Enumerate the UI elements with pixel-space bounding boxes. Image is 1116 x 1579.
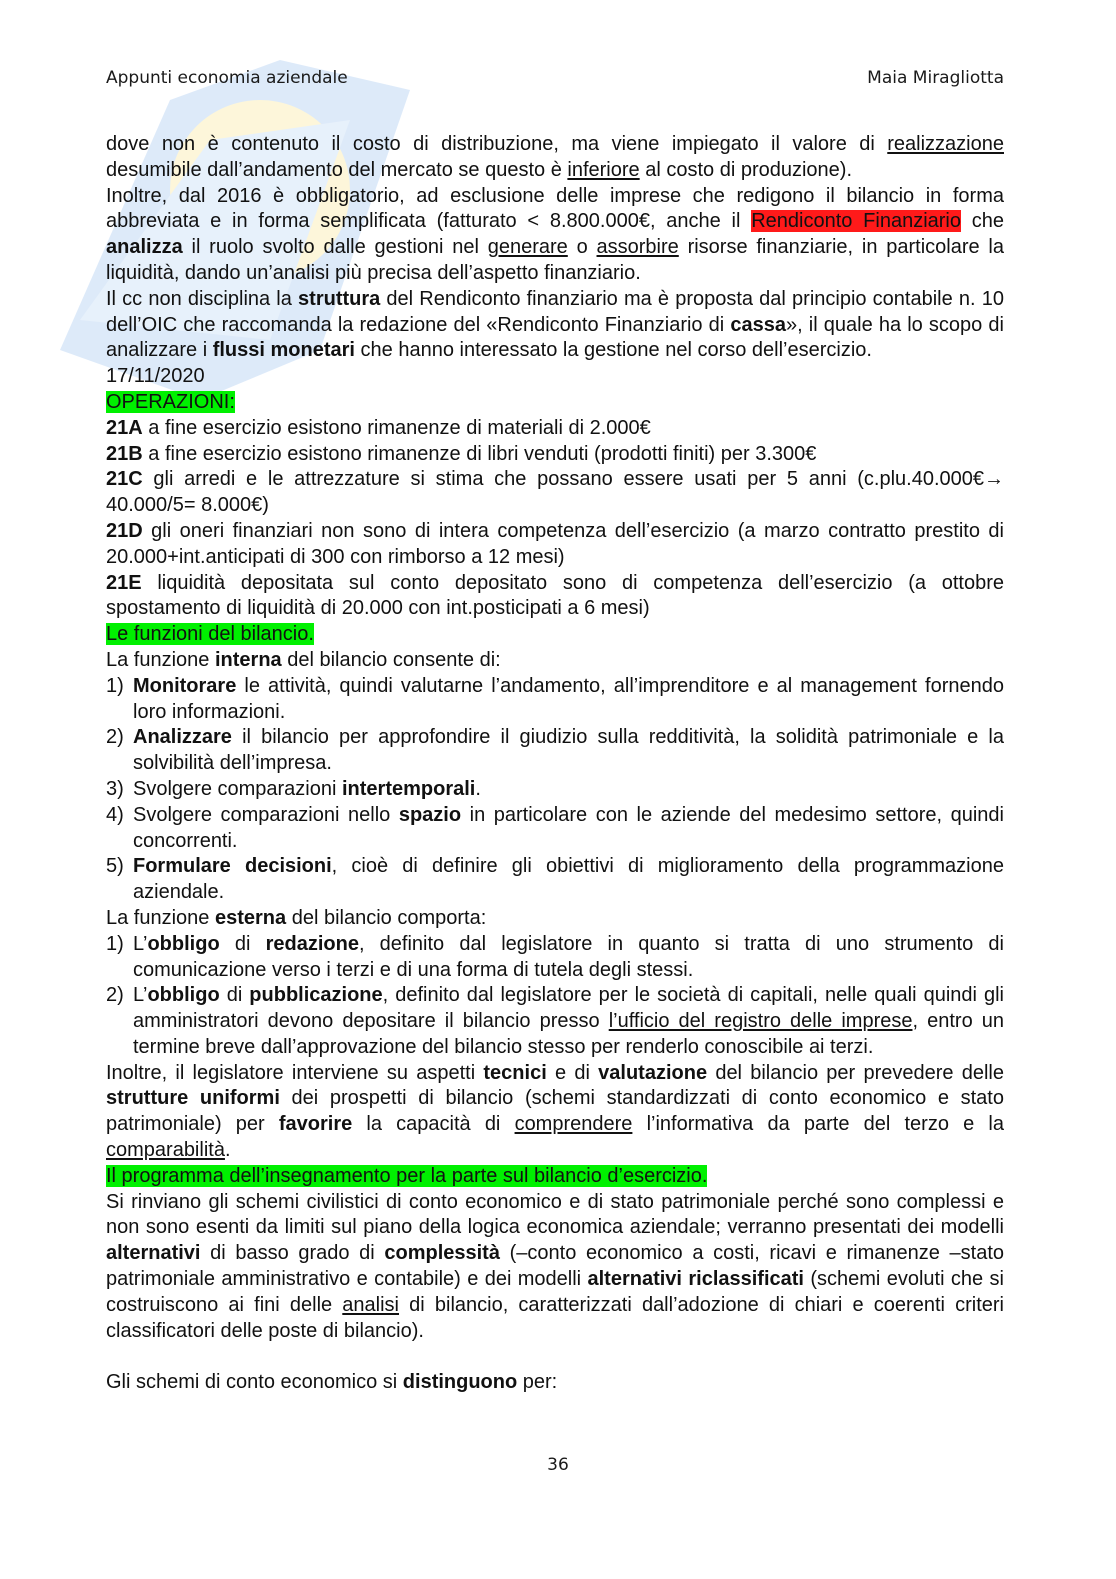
operazioni-heading: OPERAZIONI: — [106, 390, 235, 413]
operation-21c: 21C gli arredi e le attrezzature si stima che possano essere usati per 5 anni (c.plu.40.000€→ 40.000/5= 8.000€) — [106, 468, 1004, 517]
page-content — [106, 132, 1004, 1396]
paragraph-distinguono: Gli schemi di conto economico si distinguono per: — [106, 1371, 558, 1394]
funzioni-heading: Le funzioni del bilancio. — [106, 623, 314, 646]
list-item: 1) Monitorare le attività, quindi valutarne l’andamento, all’imprenditore e al management fornendo loro informazioni. — [106, 674, 1004, 723]
interna-intro: La funzione interna del bilancio consente di: — [106, 648, 501, 671]
list-item: 2) L’obbligo di pubblicazione, definito dal legislatore per le società di capitali, nelle quali quindi gli amministratori devono depositare il bilancio presso l’ufficio del registro delle imprese, entro un termine breve dall’approvazione del bilancio stesso per renderlo conoscibile ai terzi. — [106, 984, 1004, 1058]
operation-21e: 21E liquidità depositata sul conto depositato sono di competenza dell’esercizio (a ottobre spostamento di liquidità di 20.000 con int.posticipati a 6 mesi) — [106, 571, 1004, 620]
programma-heading: Il programma dell’insegnamento per la parte sul bilancio d’esercizio. — [106, 1164, 708, 1187]
paragraph-legislatore: Inoltre, il legislatore interviene su aspetti tecnici e di valutazione del bilancio per prevedere delle strutture uniformi dei prospetti di bilancio (schemi standardizzati di conto economico e stato patrimoniale) per favorire la capacità di comprendere l’informativa da parte del terzo e la comparabilità. — [106, 1061, 1004, 1162]
page-header — [106, 68, 1004, 88]
operation-21d: 21D gli oneri finanziari non sono di intera competenza dell’esercizio (a marzo contratto prestito di 20.000+int.anticipati di 300 con rimborso a 12 mesi) — [106, 519, 1004, 568]
list-item: 4) Svolgere comparazioni nello spazio in particolare con le aziende del medesimo settore, quindi concorrenti. — [106, 803, 1004, 852]
paragraph-realizzazione: dove non è contenuto il costo di distribuzione, ma viene impiegato il valore di realizzazione desumibile dall’andamento del mercato se questo è inferiore al costo di produzione). — [106, 133, 1004, 181]
date-line: 17/11/2020 — [106, 365, 205, 388]
highlight-rendiconto: Rendiconto Finanziario — [751, 210, 961, 233]
list-item: 1) L’obbligo di redazione, definito dal legislatore in quanto si tratta di uno strumento di comunicazione verso i terzi e di una forma di tutela degli stessi. — [106, 932, 1004, 981]
header-title: Appunti economia aziendale — [106, 68, 348, 88]
header-author: Maia Miragliotta — [867, 68, 1004, 88]
paragraph-rendiconto: Inoltre, dal 2016 è obbligatorio, ad esclusione delle imprese che redigono il bilancio in forma abbreviata e in forma semplificata (fatturato < 8.800.000€, anche il Rendiconto Finanziario che analizza il ruolo svolto dalle gestioni nel generare o assorbire risorse finanziarie, in particolare la liquidità, dando un’analisi più precisa dell’aspetto finanziario. — [106, 184, 1005, 284]
page-number: 36 — [547, 1455, 569, 1475]
paragraph-gap — [106, 1344, 1004, 1370]
list-item: 2) Analizzare il bilancio per approfondire il giudizio sulla redditività, la solidità patrimoniale e la solvibilità dell’impresa. — [106, 726, 1004, 775]
esterna-intro: La funzione esterna del bilancio comporta: — [106, 906, 487, 929]
operation-21a: 21A a fine esercizio esistono rimanenze di materiali di 2.000€ — [106, 416, 651, 439]
paragraph-struttura: Il cc non disciplina la struttura del Rendiconto finanziario ma è proposta dal principio contabile n. 10 dell’OIC che raccomanda la redazione del «Rendiconto Finanziario di cassa», il quale ha lo scopo di analizzare i flussi monetari che hanno interessato la gestione nel corso dell’esercizio. — [106, 287, 1004, 362]
list-item: 3) Svolgere comparazioni intertemporali. — [106, 777, 481, 800]
operation-21b: 21B a fine esercizio esistono rimanenze di libri venduti (prodotti finiti) per 3.300€ — [106, 442, 817, 465]
paragraph-schemi: Si rinviano gli schemi civilistici di conto economico e di stato patrimoniale perché sono complessi e non sono esenti da limiti sul piano della logica economica aziendale; verranno presentati dei modelli alternativi di basso grado di complessità (–conto economico a costi, ricavi e rimanenze –stato patrimoniale amministrativo e contabile) e dei modelli alternativi riclassificati (schemi evoluti che si costruiscono ai fini delle analisi di bilancio, caratterizzati dall’adozione di chiari e coerenti criteri classificatori delle poste di bilancio). — [106, 1190, 1005, 1342]
list-item: 5) Formulare decisioni, cioè di definire gli obiettivi di miglioramento della programmazione aziendale. — [106, 855, 1004, 904]
